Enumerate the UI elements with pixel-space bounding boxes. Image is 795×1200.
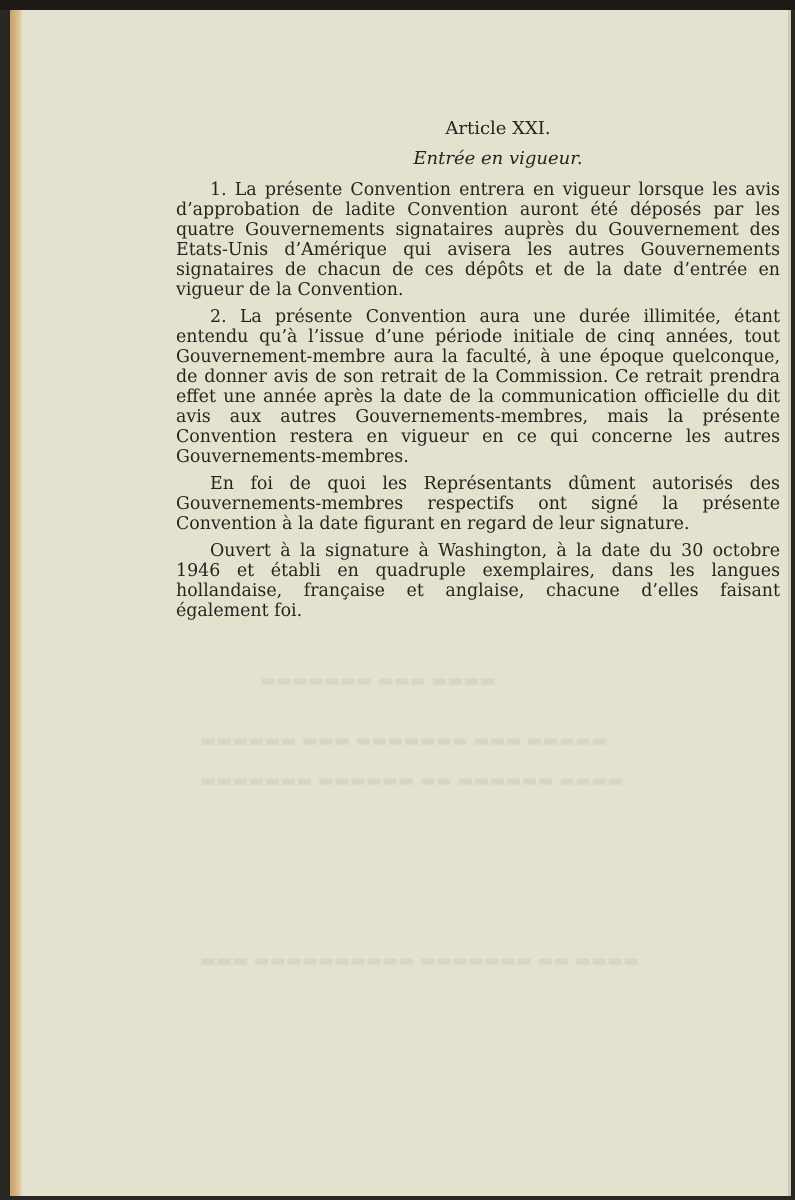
paragraph-entry-into-force: 1. La présente Convention entrera en vigueur lorsque les avis d’approbation de ladite Convention auront été déposés par les quatre Gouvernements signataires auprès du Gouvernement des Etats-Unis d’Amérique qui avisera les autres Gouvernements signataires de chacun de ces dépôts et de la date d’entrée en vigueur de la Convention. xyxy=(176,180,780,300)
article-subtitle: Entrée en vigueur. xyxy=(413,148,583,169)
show-through-text: ▬▬▬▬▬ ▬▬▬ ▬▬▬▬▬▬▬ ▬▬▬ ▬▬▬▬▬▬ xyxy=(200,731,608,751)
scan-top-edge xyxy=(0,0,795,10)
article-text-column xyxy=(176,118,780,628)
document-page xyxy=(10,10,791,1196)
paragraph-opened-for-signature: Ouvert à la signature à Washington, à la date du 30 octobre 1946 et établi en quadruple exemplaires, dans les langues hollandaise, française et anglaise, chacune d’elles faisant également foi. xyxy=(176,541,780,621)
page-right-edge xyxy=(788,10,791,1196)
show-through-text: ▬▬▬▬ ▬▬▬ ▬▬▬▬▬▬▬ xyxy=(260,671,496,691)
article-title: Article XXI. xyxy=(445,118,551,139)
page-binding-edge xyxy=(10,10,22,1196)
paragraph-duration: 2. La présente Convention aura une durée illimitée, étant entendu qu’à l’issue d’une période initiale de cinq années, tout Gouvernement-membre aura la faculté, à une époque quelconque, de donner avis de son retrait de la Commission. Ce retrait prendra effet une année après la date de la communication officielle du dit avis aux autres Gouvernements-membres, mais la présente Convention restera en vigueur en ce qui concerne les autres Gouvernements-membres. xyxy=(176,307,780,467)
show-through-text: ▬▬▬▬ ▬▬▬▬▬▬ ▬▬ ▬▬▬▬▬▬ ▬▬▬▬▬▬▬ xyxy=(200,771,624,791)
paragraph-signatures: En foi de quoi les Représentants dûment autorisés des Gouvernements-membres respectifs ont signé la présente Convention à la date figurant en regard de leur signature. xyxy=(176,474,780,534)
show-through-text: ▬▬▬▬ ▬▬ ▬▬▬▬▬▬▬ ▬▬▬▬▬▬▬▬▬▬ ▬▬▬ xyxy=(200,951,640,971)
